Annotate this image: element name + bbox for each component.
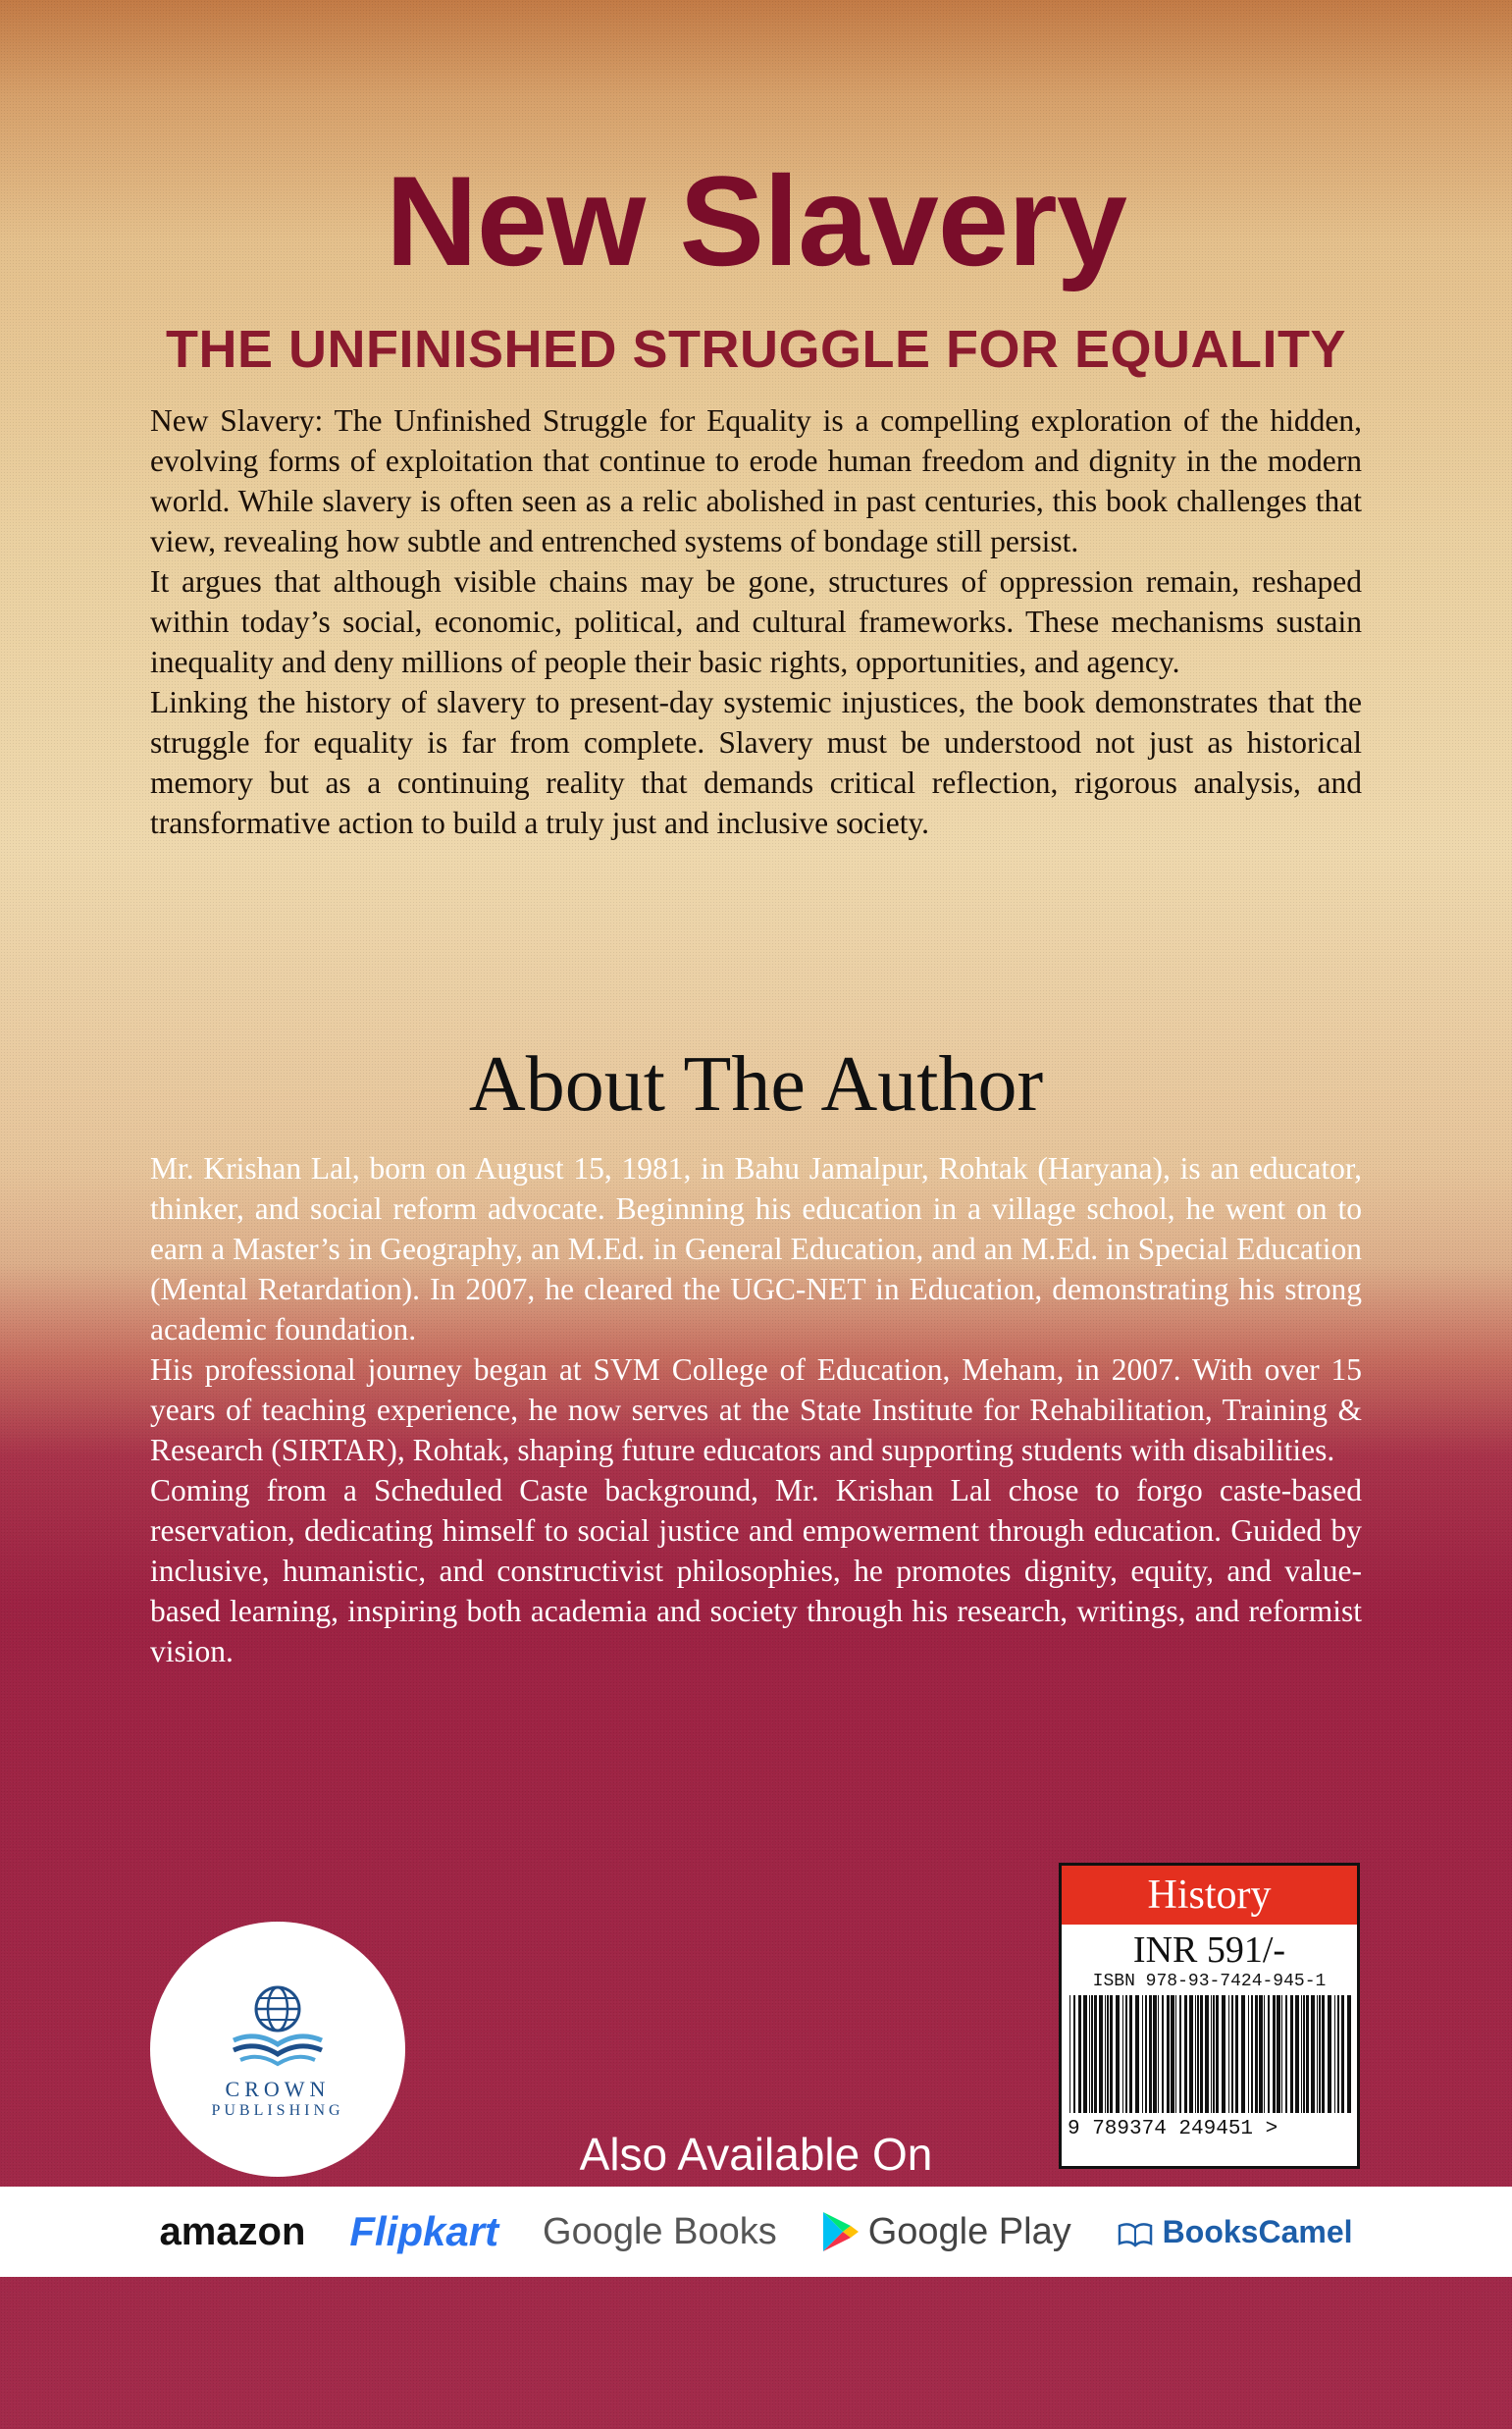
barcode-bar bbox=[1259, 1995, 1263, 2113]
barcode-bar bbox=[1091, 1995, 1093, 2113]
barcode-bar bbox=[1107, 1995, 1109, 2113]
bio-paragraph: Mr. Krishan Lal, born on August 15, 1981, in Bahu Jamalpur, Rohtak (Haryana), is an educator, thinker, and social reform advocate. Beginning his education in a village school, he went on to earn a Master’s in Geography, an M.Ed. in General Education, and an M.Ed. in Special Education (Mental Retardation). In 2007, he cleared the UGC-NET in Education, demonstrating his strong academic foundation. bbox=[150, 1151, 1362, 1347]
price-label: INR 591/- bbox=[1132, 1929, 1286, 1971]
barcode-bar bbox=[1200, 1995, 1203, 2113]
barcode-bar bbox=[1149, 1995, 1152, 2113]
blurb-paragraph: It argues that although visible chains may be gone, structures of oppression remain, reshaped within today’s social, economic, political, and cultural frameworks. These mechanisms sustain inequality and deny millions of people their basic rights, opportunities, and agency. bbox=[150, 564, 1362, 679]
barcode-bar bbox=[1069, 1995, 1070, 2113]
barcode-bar bbox=[1322, 1995, 1325, 2113]
category-label: History bbox=[1062, 1866, 1357, 1925]
isbn-label: ISBN 978-93-7424-945-1 bbox=[1092, 1972, 1327, 1991]
barcode-bar bbox=[1078, 1995, 1081, 2113]
barcode-number: 9 789374 249451 > bbox=[1068, 2118, 1278, 2140]
store-books-camel[interactable] bbox=[1116, 2214, 1353, 2250]
barcode-bar bbox=[1241, 1995, 1245, 2113]
barcode-bar bbox=[1317, 1995, 1318, 2113]
barcode-bar bbox=[1235, 1995, 1238, 2113]
book-title: New Slavery bbox=[385, 149, 1127, 292]
barcode-bar bbox=[1162, 1995, 1164, 2113]
store-google-books[interactable] bbox=[543, 2211, 777, 2253]
play-icon bbox=[821, 2210, 860, 2253]
barcode-bars bbox=[1068, 1995, 1352, 2113]
flipkart-logo: Flipkart bbox=[349, 2208, 499, 2254]
books-camel-logo: BooksCamel bbox=[1162, 2213, 1353, 2249]
barcode-bar bbox=[1167, 1995, 1170, 2113]
amazon-logo: amazon bbox=[159, 2209, 306, 2253]
barcode-bar bbox=[1285, 1995, 1287, 2113]
barcode-bar bbox=[1179, 1995, 1181, 2113]
bio-paragraph: His professional journey began at SVM College of Education, Meham, in 2007. With over 15 years of teaching experience, he now serves at the State Institute for Rehabilitation, Training & Research (SIRTAR), Rohtak, shaping future educators and supporting students with disabilities. bbox=[150, 1352, 1362, 1467]
barcode-bar bbox=[1116, 1995, 1120, 2113]
store-amazon[interactable] bbox=[159, 2210, 305, 2254]
barcode-bar bbox=[1211, 1995, 1212, 2113]
barcode-bar bbox=[1189, 1995, 1193, 2113]
also-available-heading: Also Available On bbox=[579, 2129, 933, 2180]
store-google-play[interactable] bbox=[821, 2210, 1071, 2253]
barcode-bar bbox=[1328, 1995, 1331, 2113]
barcode-bar bbox=[1129, 1995, 1132, 2113]
author-bio bbox=[150, 1148, 1362, 1671]
about-author-heading: About The Author bbox=[468, 1041, 1044, 1128]
store-flipkart[interactable] bbox=[349, 2208, 498, 2255]
barcode-bar bbox=[1231, 1995, 1233, 2113]
barcode-bar bbox=[1184, 1995, 1187, 2113]
barcode-bar bbox=[1175, 1995, 1176, 2113]
barcode-bar bbox=[1158, 1995, 1159, 2113]
barcode-bar bbox=[1110, 1995, 1113, 2113]
publisher-tagline: PUBLISHING bbox=[211, 2101, 344, 2119]
barcode-bar bbox=[1094, 1995, 1097, 2113]
barcode-bar bbox=[1290, 1995, 1293, 2113]
barcode-bar bbox=[1122, 1995, 1123, 2113]
globe-book-icon bbox=[219, 1980, 337, 2073]
open-book-icon bbox=[1116, 2216, 1155, 2247]
google-play-logo: Google Play bbox=[867, 2210, 1071, 2252]
bio-paragraph: Coming from a Scheduled Caste background, Mr. Krishan Lal chose to forgo caste-based reservation, dedicating himself to social justice and empowerment through education. Guided by inclusive, humanistic, and constructivist philosophies, he promotes dignity, equity, and value-based learning, inspiring both academia and society through his research, writings, and reformist vision. bbox=[150, 1473, 1362, 1668]
barcode-bar bbox=[1334, 1995, 1335, 2113]
barcode-bar bbox=[1248, 1995, 1249, 2113]
barcode-bar bbox=[1311, 1995, 1315, 2113]
barcode-bar bbox=[1337, 1995, 1339, 2113]
barcode-bar bbox=[1135, 1995, 1139, 2113]
barcode-bar bbox=[1268, 1995, 1270, 2113]
barcode-bar bbox=[1099, 1995, 1103, 2113]
barcode-bar bbox=[1083, 1995, 1087, 2113]
barcode-bar bbox=[1222, 1995, 1225, 2113]
barcode-bar bbox=[1228, 1995, 1229, 2113]
barcode-bar bbox=[1125, 1995, 1127, 2113]
barcode-bar bbox=[1341, 1995, 1344, 2113]
barcode-bar bbox=[1142, 1995, 1143, 2113]
barcode-bar bbox=[1264, 1995, 1265, 2113]
blurb-paragraph: Linking the history of slavery to present-day systemic injustices, the book demonstrates that the struggle for equality is far from complete. Slavery must be understood not just as historical memory but as a continuing reality that demands critical reflection, rigorous analysis, and transformative action to build a truly just and inclusive society. bbox=[150, 685, 1362, 840]
barcode-bar bbox=[1205, 1995, 1209, 2113]
barcode-bar bbox=[1277, 1995, 1280, 2113]
book-blurb bbox=[150, 400, 1362, 843]
book-subtitle: THE UNFINISHED STRUGGLE FOR EQUALITY bbox=[165, 320, 1347, 379]
publisher-name: CROWN bbox=[225, 2076, 331, 2101]
barcode-bar bbox=[1105, 1995, 1106, 2113]
barcode-bar bbox=[1153, 1995, 1157, 2113]
barcode-bar bbox=[1171, 1995, 1174, 2113]
barcode-bar bbox=[1281, 1995, 1282, 2113]
barcode-bar bbox=[1306, 1995, 1309, 2113]
barcode-bar bbox=[1251, 1995, 1253, 2113]
barcode-bar bbox=[1213, 1995, 1215, 2113]
barcode-bar bbox=[1089, 1995, 1090, 2113]
barcode-bar bbox=[1303, 1995, 1305, 2113]
blurb-paragraph: New Slavery: The Unfinished Struggle for Equality is a compelling exploration of the hidden, evolving forms of exploitation that continue to erode human freedom and dignity in the modern world. While slavery is often seen as a relic abolished in past centuries, this book challenges that view, revealing how subtle and entrenched systems of bondage still persist. bbox=[150, 403, 1362, 558]
barcode-bar bbox=[1319, 1995, 1321, 2113]
barcode-bar bbox=[1195, 1995, 1196, 2113]
barcode-bar bbox=[1216, 1995, 1219, 2113]
barcode-bar bbox=[1255, 1995, 1258, 2113]
barcode-box bbox=[1059, 1863, 1360, 2169]
barcode-bar bbox=[1295, 1995, 1299, 2113]
barcode-bar bbox=[1197, 1995, 1199, 2113]
barcode-bar bbox=[1301, 1995, 1302, 2113]
barcode-bar bbox=[1347, 1995, 1351, 2113]
barcode-bar bbox=[1145, 1995, 1147, 2113]
google-books-logo: Google Books bbox=[543, 2210, 777, 2252]
store-logos-bar bbox=[0, 2187, 1512, 2277]
barcode-bar bbox=[1273, 1995, 1276, 2113]
barcode-bar bbox=[1073, 1995, 1075, 2113]
